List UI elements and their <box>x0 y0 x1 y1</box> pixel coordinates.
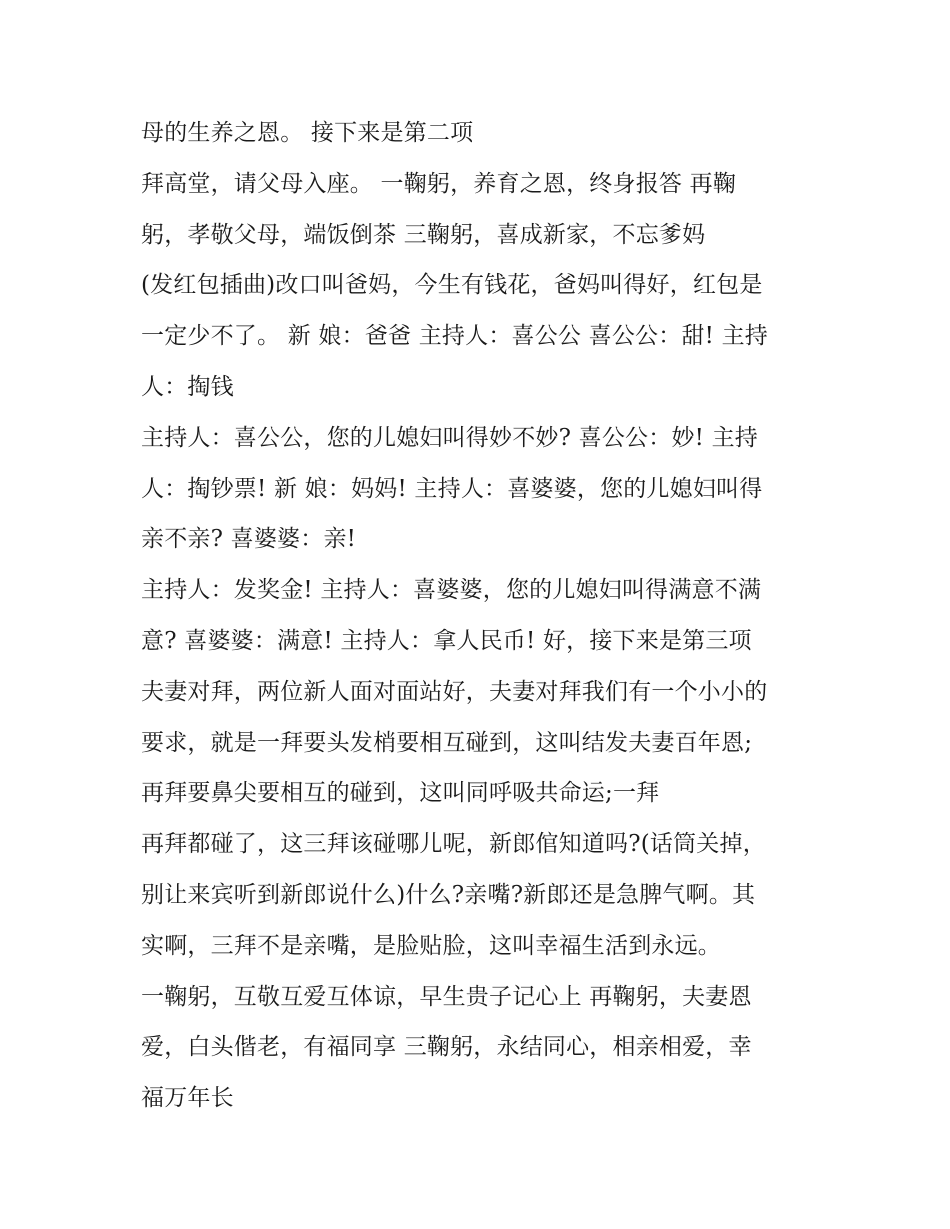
text-line: 要求，就是一拜要头发梢要相互碰到，这叫结发夫妻百年恩; <box>141 729 753 756</box>
text-line: 意? 喜婆婆：满意! 主持人：拿人民币! 好，接下来是第三项 <box>141 627 752 654</box>
text-line: 别让来宾听到新郎说什么)什么?亲嘴?新郎还是急脾气啊。其 <box>141 881 756 908</box>
text-line: 爱，白头偕老，有福同享 三鞠躬，永结同心，相亲相爱，幸 <box>141 1034 752 1061</box>
text-line: 拜高堂，请父母入座。 一鞠躬，养育之恩，终身报答 再鞠 <box>141 170 737 197</box>
text-line: 再拜都碰了，这三拜该碰哪儿呢，新郎倌知道吗?(话筒关掉， <box>141 831 766 858</box>
text-line: 再拜要鼻尖要相互的碰到，这叫同呼吸共命运;一拜 <box>141 780 660 807</box>
text-line: 夫妻对拜，两位新人面对面站好，夫妻对拜我们有一个小小的 <box>141 678 768 705</box>
text-line: 亲不亲? 喜婆婆：亲! <box>141 526 357 553</box>
text-line: (发红包插曲)改口叫爸妈，今生有钱花，爸妈叫得好，红包是 <box>141 272 763 299</box>
text-line: 人：掏钞票! 新 娘：妈妈! 主持人：喜婆婆，您的儿媳妇叫得 <box>141 475 763 502</box>
text-line: 主持人：喜公公，您的儿媳妇叫得妙不妙? 喜公公：妙! 主持 <box>141 424 758 451</box>
text-line: 母的生养之恩。 接下来是第二项 <box>141 120 474 146</box>
text-line: 主持人：发奖金! 主持人：喜婆婆，您的儿媳妇叫得满意不满 <box>141 577 762 604</box>
text-line: 实啊，三拜不是亲嘴，是脸贴脸，这叫幸福生活到永远。 <box>141 932 721 959</box>
text-line: 一定少不了。 新 娘：爸爸 主持人：喜公公 喜公公：甜! 主持 <box>141 323 768 350</box>
document-body <box>141 108 821 1124</box>
text-line: 人：掏钱 <box>141 373 234 400</box>
text-line: 躬，孝敬父母，端饭倒茶 三鞠躬，喜成新家，不忘爹妈 <box>141 221 706 248</box>
text-line: 一鞠躬，互敬互爱互体谅，早生贵子记心上 再鞠躬，夫妻恩 <box>141 983 752 1010</box>
text-line: 福万年长 <box>141 1085 234 1112</box>
